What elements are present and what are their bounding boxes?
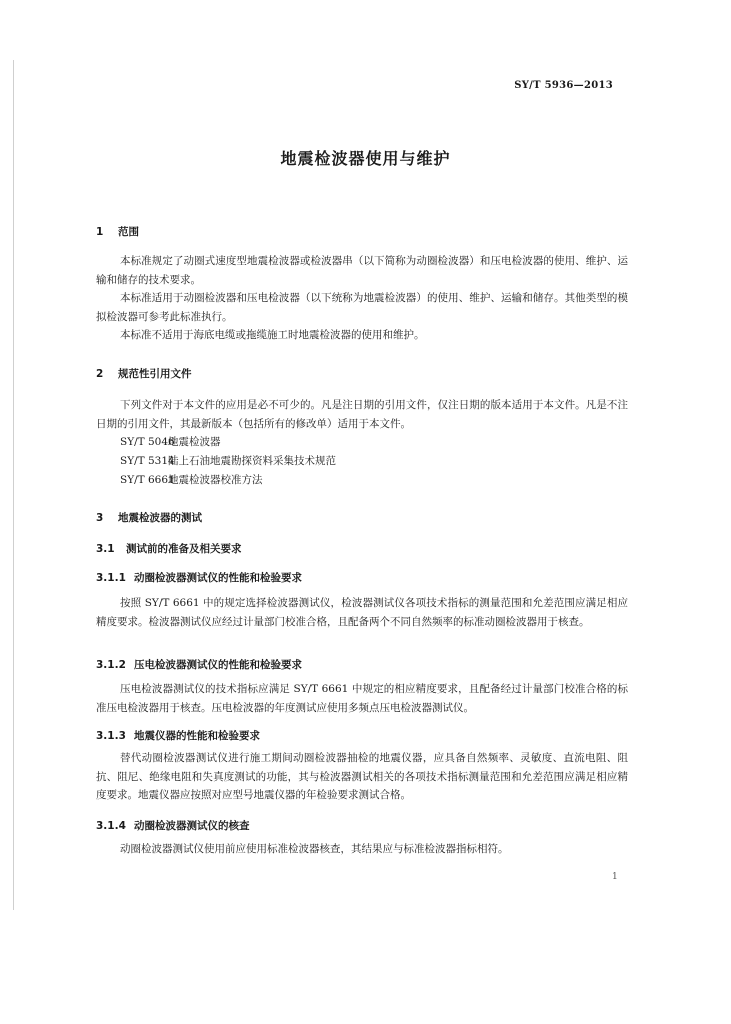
section-number: 3.1.2	[96, 659, 126, 671]
section-3-1-1-heading	[96, 570, 302, 585]
section-3-1-4-heading	[96, 818, 250, 833]
section-title: 范围	[118, 226, 139, 238]
section-3-1-2-heading	[96, 657, 302, 672]
section-title: 动圈检波器测试仪的核查	[134, 820, 250, 832]
section-1-paragraph-1: 本标准规定了动圈式速度型地震检波器或检波器串（以下简称为动圈检波器）和压电检波器的使用、维护、运输和储存的技术要求。	[96, 255, 628, 286]
reference-name: 地震检波器校准方法	[168, 474, 263, 486]
document-title: 地震检波器使用与维护	[280, 149, 451, 168]
standard-number: SY/T 5936—2013	[514, 80, 613, 91]
section-title: 规范性引用文件	[118, 368, 192, 380]
section-title: 测试前的准备及相关要求	[126, 543, 242, 555]
section-3-1-3-heading	[96, 728, 260, 743]
reference-name: 地震检波器	[168, 436, 221, 448]
reference-item	[120, 472, 263, 487]
section-2-heading	[96, 366, 192, 381]
reference-code: SY/T 6661	[120, 474, 175, 486]
section-3-1-4-paragraph: 动圈检波器测试仪使用前应使用标准检波器核查，其结果应与标准检波器指标相符。	[120, 843, 509, 855]
section-title: 地震仪器的性能和检验要求	[134, 730, 260, 742]
section-number: 3.1.1	[96, 572, 126, 584]
section-1-paragraph-2: 本标准适用于动圈检波器和压电检波器（以下统称为地震检波器）的使用、维护、运输和储存。其他类型的模拟检波器可参考此标准执行。	[96, 292, 628, 323]
reference-item	[120, 453, 336, 468]
section-3-1-2-paragraph: 压电检波器测试仪的技术指标应满足 SY/T 6661 中规定的相应精度要求，且配备经过计量部门校准合格的标准压电检波器用于核查。压电检波器的年度测试应使用多频点压电检波器测试仪。	[96, 683, 628, 714]
section-number: 2	[96, 368, 104, 380]
scan-edge-line	[13, 60, 14, 910]
section-1-heading	[96, 224, 139, 239]
reference-item	[120, 434, 221, 449]
section-3-1-1-paragraph: 按照 SY/T 6661 中的规定选择检波器测试仪，检波器测试仪各项技术指标的测量范围和允差范围应满足相应精度要求。检波器测试仪应经过计量部门校准合格，且配备两个不同自然频率的标准动圈检波器用于核查。	[96, 597, 628, 628]
page-number: 1	[612, 872, 618, 882]
section-title: 地震检波器的测试	[118, 512, 202, 524]
reference-code: SY/T 5046	[120, 436, 175, 448]
section-number: 3.1	[96, 543, 115, 555]
section-number: 1	[96, 226, 104, 238]
section-2-paragraph-1: 下列文件对于本文件的应用是必不可少的。凡是注日期的引用文件，仅注日期的版本适用于本文件。凡是不注日期的引用文件，其最新版本（包括所有的修改单）适用于本文件。	[96, 399, 628, 430]
reference-code: SY/T 5314	[120, 455, 175, 467]
section-title: 压电检波器测试仪的性能和检验要求	[134, 659, 302, 671]
section-number: 3.1.4	[96, 820, 126, 832]
section-title: 动圈检波器测试仪的性能和检验要求	[134, 572, 302, 584]
section-3-heading	[96, 510, 202, 525]
section-1-paragraph-3: 本标准不适用于海底电缆或拖缆施工时地震检波器的使用和维护。	[120, 329, 425, 341]
section-number: 3	[96, 512, 104, 524]
reference-name: 陆上石油地震勘探资料采集技术规范	[168, 455, 336, 467]
section-3-1-3-paragraph: 替代动圈检波器测试仪进行施工期间动圈检波器抽检的地震仪器，应具备自然频率、灵敏度、直流电阻、阻抗、阻尼、绝缘电阻和失真度测试的功能，其与检波器测试相关的各项技术指标测量范围和允差范围应满足相应精度要求。地震仪器应按照对应型号地震仪器的年检验要求测试合格。	[96, 752, 628, 801]
section-number: 3.1.3	[96, 730, 126, 742]
section-3-1-heading	[96, 541, 242, 556]
